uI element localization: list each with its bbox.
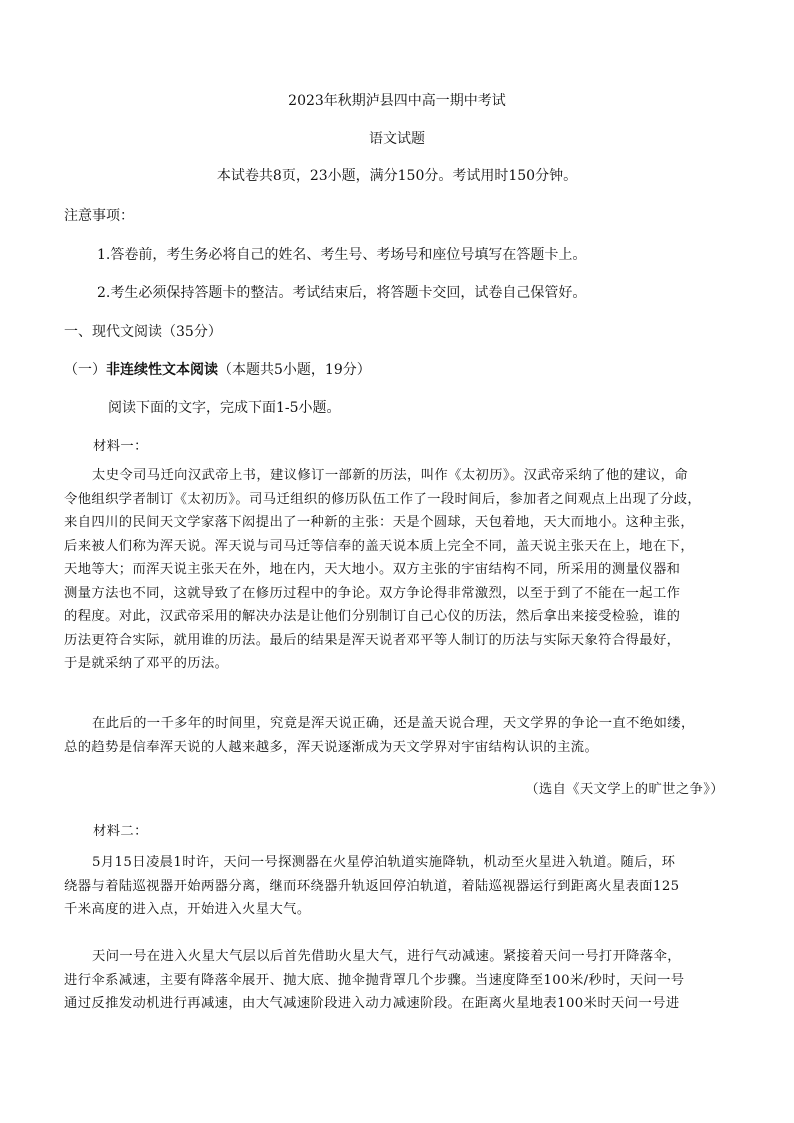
text-line: 测量方法也不同，这就导致了在修历过程中的争论。双方争论得非常激烈，以至于到了不能在一起工作: [64, 585, 681, 601]
exam-subject: 语文试题: [369, 131, 425, 147]
text-line: 绕器与着陆巡视器开始两器分离，继而环绕器升轨返回停泊轨道，着陆巡视器运行到距离火星表面125: [64, 878, 680, 894]
notice-item-1: 1.答卷前，考生务必将自己的姓名、考生号、考场号和座位号填写在答题卡上。: [97, 247, 587, 263]
text-line: 来自四川的民间天文学家落下闳提出了一种新的主张：天是个圆球，天包着地，天大而地小。这种主张，: [64, 515, 695, 530]
text-line: 通过反推发动机进行再减速，由大气减速阶段进入动力减速阶段。在距离火星地表100米时天问一号进: [64, 996, 680, 1011]
material1-source: （选自《天文学上的旷世之争》）: [525, 782, 724, 797]
exam-title: 2023年秋期泸县四中高一期中考试: [288, 93, 506, 109]
text-line: 后来被人们称为浑天说。浑天说与司马迁等信奉的盖天说本质上完全不同，盖天说主张天在上，地在下，: [64, 538, 695, 554]
material1-label: 材料一：: [93, 439, 148, 454]
text-line: 天地等大；而浑天说主张天在外，地在内，天大地小。双方主张的宇宙结构不同，所采用的测量仪器和: [64, 562, 681, 577]
text-line: 天问一号在进入火星大气层以后首先借助火星大气，进行气动减速。紧接着天问一号打开降落伞，: [92, 949, 681, 964]
material2-paragraph-2: [64, 945, 728, 1016]
text-line: 令他组织学者制订《太初历》。司马迁组织的修历队伍工作了一段时间后，参加者之间观点上出现了分歧，: [64, 491, 702, 507]
subsection-note: （本题共5小题，19分）: [218, 362, 371, 378]
text-line: 于是就采纳了邓平的历法。: [64, 656, 229, 671]
text-line: 总的趋势是信奉浑天说的人越来越多，浑天说逐渐成为天文学界对宇宙结构认识的主流。: [64, 739, 599, 755]
material1-paragraph-1: [64, 464, 728, 676]
subsection-heading: [64, 359, 371, 379]
text-line: 太史令司马迁向汉武帝上书，建议修订一部新的历法，叫作《太初历》。汉武帝采纳了他的建议，命: [92, 468, 689, 483]
subsection-prefix: （一）: [64, 362, 106, 378]
text-line: 的程度。对此，汉武帝采用的解决办法是让他们分别制订自己心仪的历法，然后拿出来接受检验，谁的: [64, 609, 681, 624]
text-line: 历法更符合实际，就用谁的历法。最后的结果是浑天说者邓平等人制订的历法与实际天象符合得最好，: [64, 632, 681, 648]
text-line: 进行伞系减速，主要有降落伞展开、抛大底、抛伞抛背罩几个步骤。当速度降至100米/秒时，天问一号: [64, 972, 685, 988]
material1-paragraph-2: [64, 712, 728, 759]
material2-label: 材料二：: [93, 824, 148, 839]
section-heading: 一、现代文阅读（35分）: [64, 324, 222, 340]
text-line: 5月15日凌晨1时许，天问一号探测器在火星停泊轨道实施降轨，机动至火星进入轨道。随后，环: [92, 855, 676, 870]
subsection-title: 非连续性文本阅读: [106, 362, 218, 378]
notice-heading: 注意事项：: [64, 208, 134, 224]
notice-item-2: 2.考生必须保持答题卡的整洁。考试结束后，将答题卡交回，试卷自己保管好。: [97, 285, 587, 301]
exam-info: 本试卷共8页，23小题，满分150分。考试用时150分钟。: [216, 168, 578, 184]
reading-instruction: 阅读下面的文字，完成下面1-5小题。: [108, 400, 341, 416]
text-line: 在此后的一千多年的时间里，究竟是浑天说正确，还是盖天说合理，天文学界的争论一直不绝如缕，: [92, 716, 695, 731]
material2-paragraph-1: [64, 851, 728, 922]
text-line: 千米高度的进入点，开始进入火星大气。: [64, 902, 311, 917]
